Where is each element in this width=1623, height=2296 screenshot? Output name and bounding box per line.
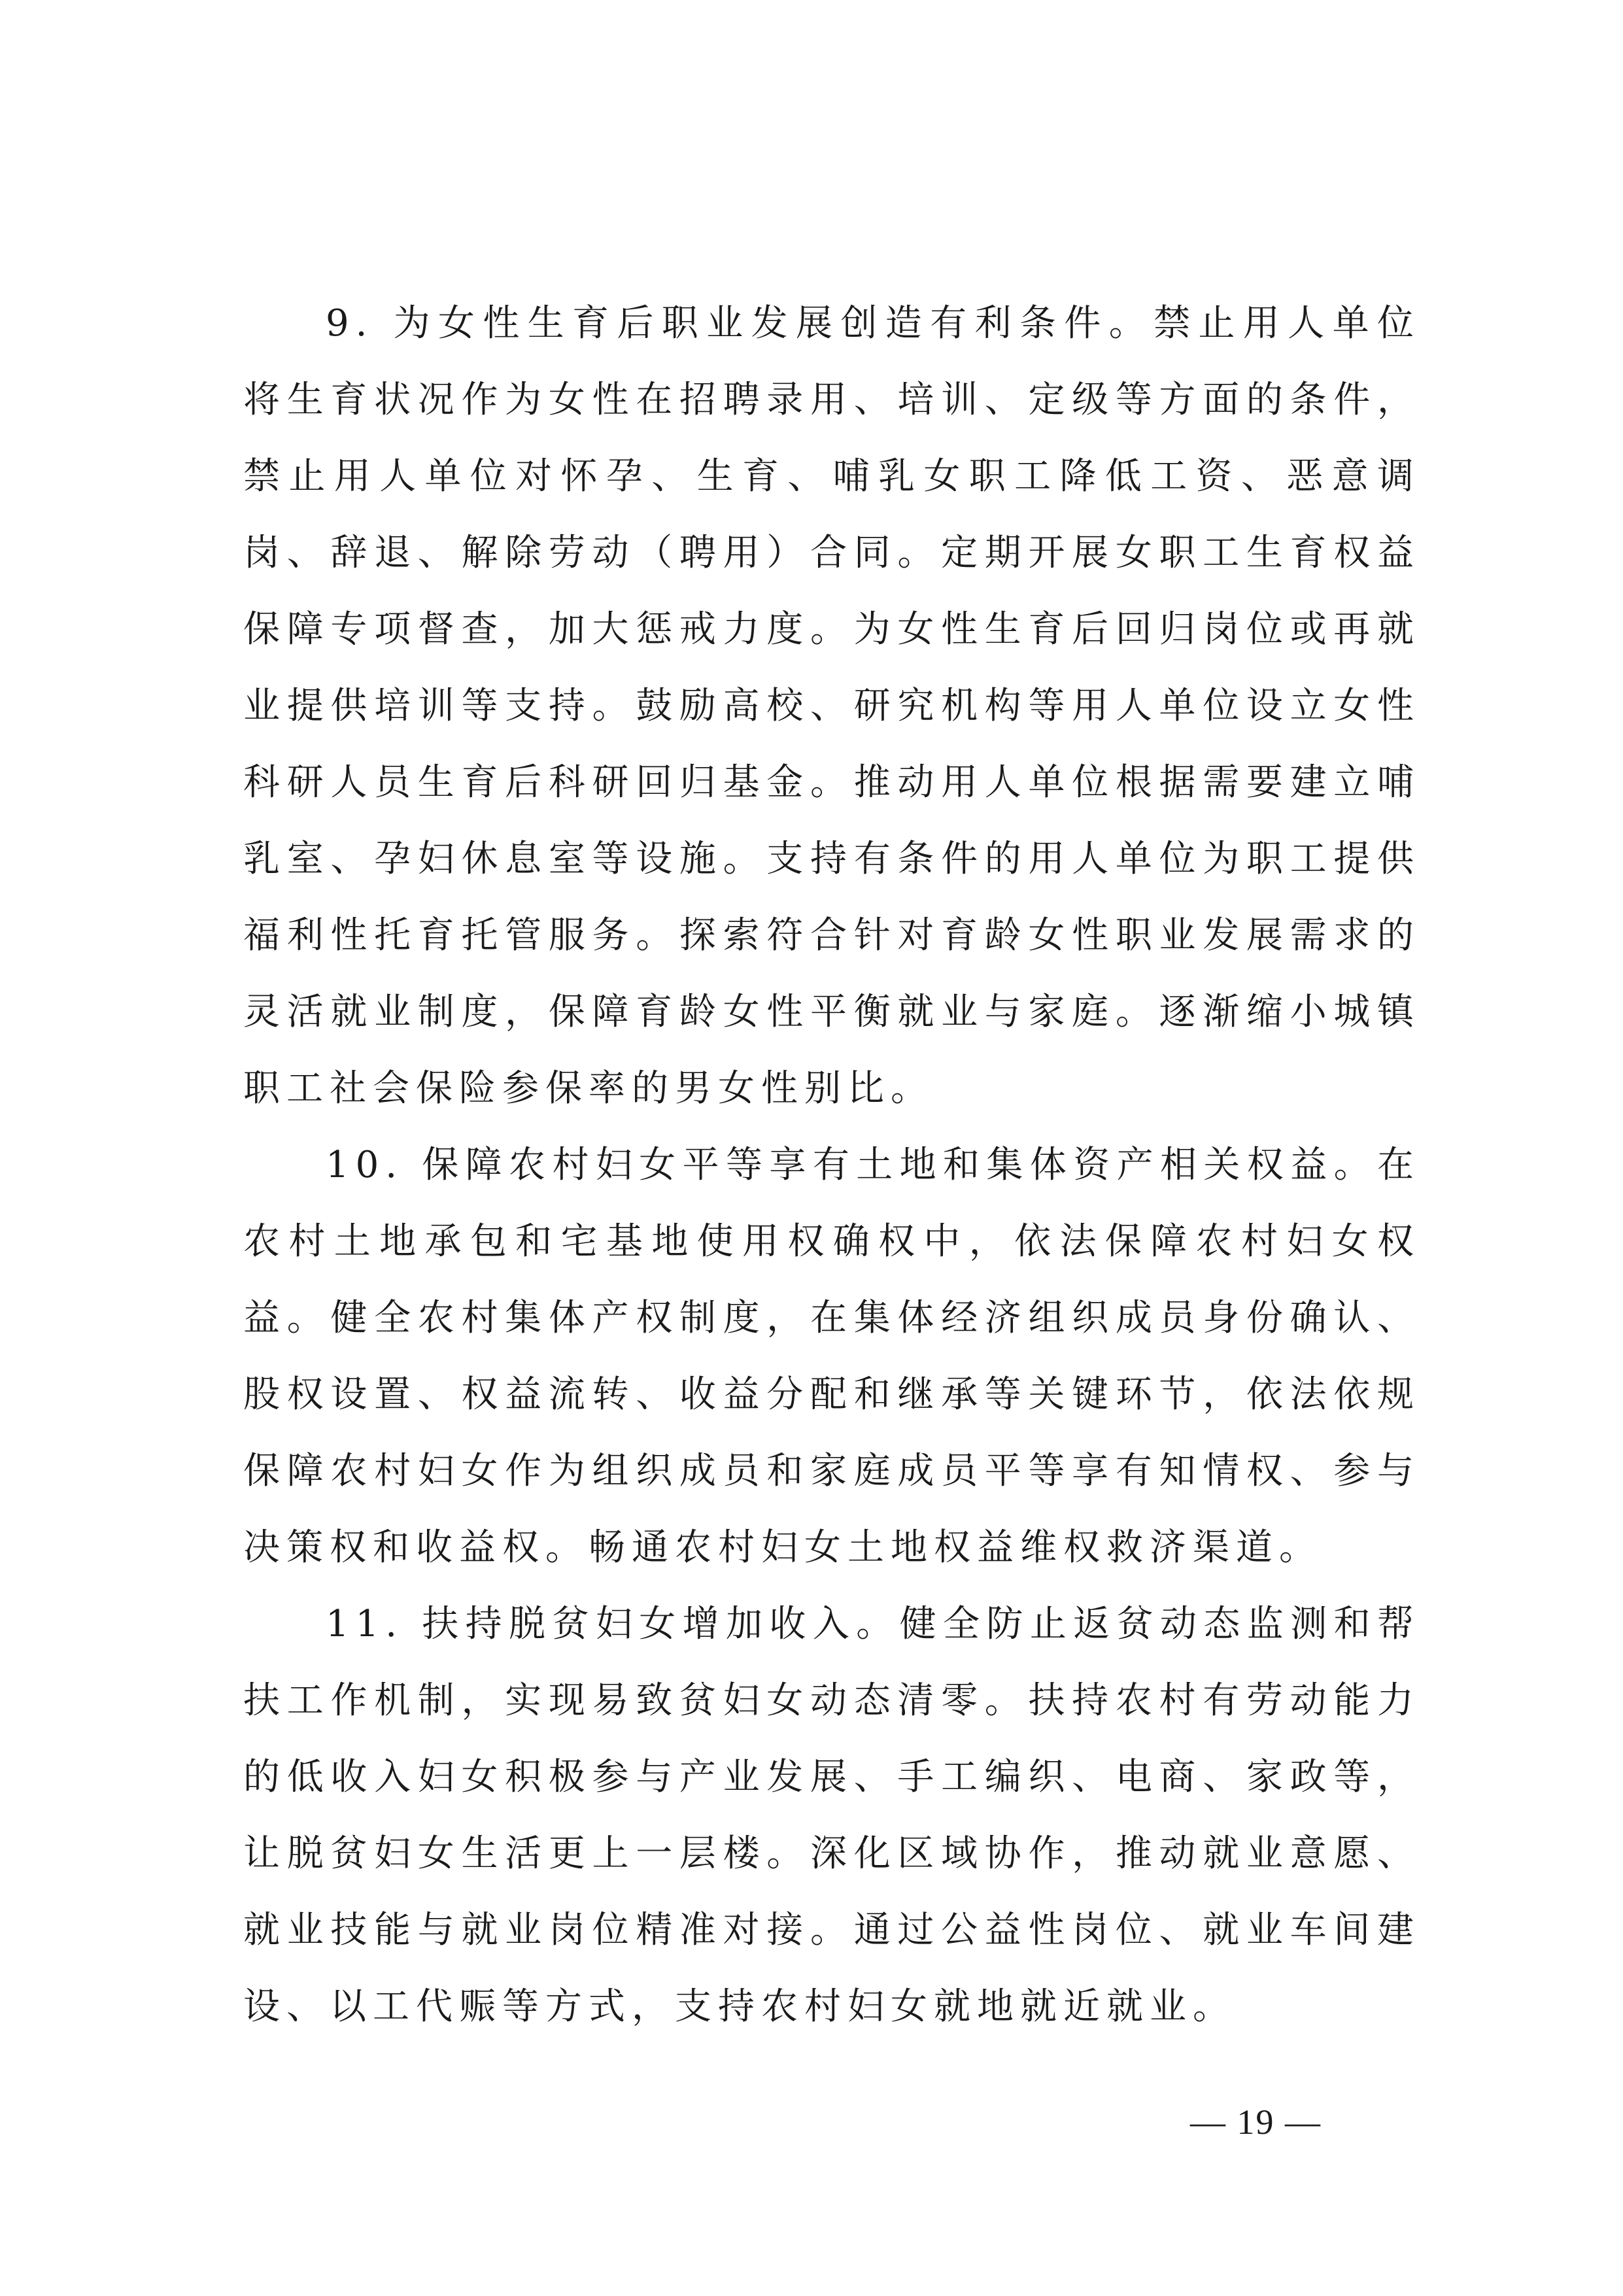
page-number: — 19 — xyxy=(1190,2102,1322,2142)
paragraph-11: 11. 扶持脱贫妇女增加收入。健全防止返贫动态监测和帮扶工作机制，实现易致贫妇女动态清零。扶持农村有劳动能力的低收入妇女积极参与产业发展、手工编织、电商、家政等，让脱贫妇女生活更上一层楼。深化区域协作，推动就业意愿、就业技能与就业岗位精准对接。通过公益性岗位、就业车间建设、以工代赈等方式，支持农村妇女就地就近就业。 xyxy=(243,1603,1420,2028)
paragraph-9: 9. 为女性生育后职业发展创造有利条件。禁止用人单位将生育状况作为女性在招聘录用、培训、定级等方面的条件，禁止用人单位对怀孕、生育、哺乳女职工降低工资、恶意调岗、辞退、解除劳动（聘用）合同。定期开展女职工生育权益保障专项督查，加大惩戒力度。为女性生育后回归岗位或再就业提供培训等支持。鼓励高校、研究机构等用人单位设立女性科研人员生育后科研回归基金。推动用人单位根据需要建立哺乳室、孕妇休息室等设施。支持有条件的用人单位为职工提供福利性托育托管服务。探索符合针对育龄女性职业发展需求的灵活就业制度，保障育龄女性平衡就业与家庭。逐渐缩小城镇职工社会保险参保率的男女性别比。 xyxy=(243,302,1420,1110)
paragraph-10: 10. 保障农村妇女平等享有土地和集体资产相关权益。在农村土地承包和宅基地使用权确权中，依法保障农村妇女权益。健全农村集体产权制度，在集体经济组织成员身份确认、股权设置、权益流转、收益分配和继承等关键环节，依法依规保障农村妇女作为组织成员和家庭成员平等享有知情权、参与决策权和收益权。畅通农村妇女土地权益维权救济渠道。 xyxy=(243,1144,1420,1569)
document-body xyxy=(243,285,1420,2045)
